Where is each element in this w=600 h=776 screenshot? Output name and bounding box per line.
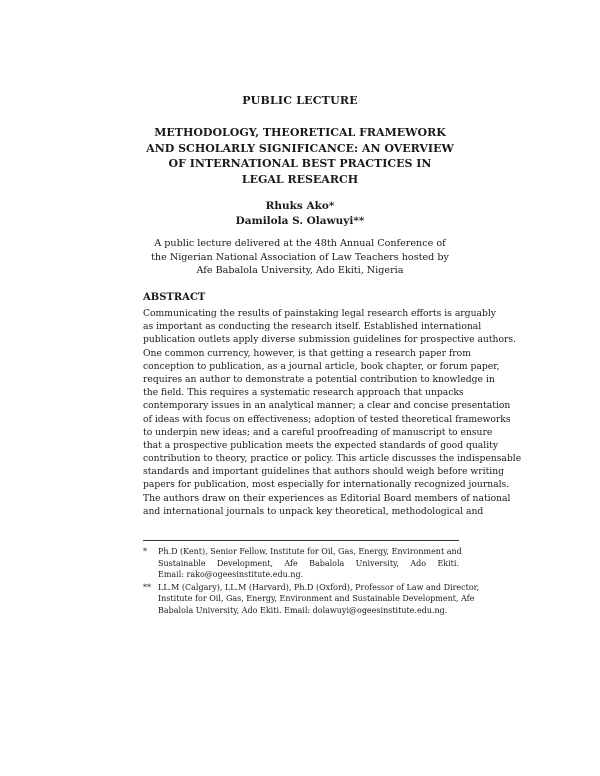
- abstract-line: as important as conducting the research itself. Established international: [143, 321, 482, 333]
- lecture-note-line: Afe Babalola University, Ado Ekiti, Nigeria: [196, 265, 404, 276]
- abstract-line: contribution to theory, practice or policy. This article discusses the indispensable: [143, 453, 522, 465]
- abstract-line: the field. This requires a systematic research approach that unpacks: [143, 387, 464, 399]
- footnote-line: Babalola University, Ado Ekiti. Email: dolawuyi@ogeesinstitute.edu.ng.: [158, 605, 448, 615]
- abstract-body: [143, 307, 522, 518]
- abstract-line: contemporary issues in an analytical manner; a clear and concise presentation: [143, 400, 511, 412]
- title-line: AND SCHOLARLY SIGNIFICANCE: AN OVERVIEW: [146, 141, 454, 155]
- abstract-line: One common currency, however, is that getting a research paper from: [143, 347, 471, 359]
- abstract-line: papers for publication, most especially for internationally recognized journals.: [143, 479, 510, 491]
- abstract-line: The authors draw on their experiences as Editorial Board members of national: [143, 492, 511, 504]
- abstract-line: and international journals to unpack key theoretical, methodological and: [143, 505, 484, 517]
- footnote-divider: [143, 540, 459, 541]
- lecture-note: [130, 237, 470, 278]
- footnote-mark: **: [143, 582, 151, 592]
- lecture-note-line: the Nigerian National Association of Law Teachers hosted by: [151, 251, 449, 263]
- abstract-line: Communicating the results of painstaking legal research efforts is arguably: [143, 308, 496, 319]
- abstract-heading: ABSTRACT: [143, 292, 206, 303]
- author-name: Damilola S. Olawuyi**: [235, 215, 365, 227]
- footnote-line: Institute for Oil, Gas, Energy, Environment and Sustainable Development, Afe: [158, 594, 475, 603]
- abstract-line: publication outlets apply diverse submission guidelines for prospective authors.: [143, 334, 517, 346]
- title-line: OF INTERNATIONAL BEST PRACTICES IN: [168, 157, 432, 170]
- footnote-line: LL.M (Calgary), LL.M (Harvard), Ph.D (Oxford), Professor of Law and Director,: [158, 582, 480, 592]
- footnote: [143, 582, 480, 617]
- footnote-mark: *: [143, 547, 147, 556]
- footnote-line: Sustainable Development, Afe Babalola University, Ado Ekiti.: [158, 558, 459, 568]
- footnotes: [143, 546, 480, 617]
- abstract-line: of ideas with focus on effectiveness; adoption of tested theoretical frameworks: [143, 413, 511, 425]
- author-list: [0, 199, 600, 229]
- title-line: METHODOLOGY, THEORETICAL FRAMEWORK: [154, 126, 446, 139]
- abstract-line: requires an author to demonstrate a potential contribution to knowledge in: [143, 373, 495, 385]
- paper-title: [120, 125, 480, 187]
- section-label: PUBLIC LECTURE: [242, 94, 358, 107]
- footnote: [143, 546, 462, 581]
- footnote-line: Email: rako@ogeesinstitute.edu.ng.: [158, 570, 304, 579]
- abstract-line: that a prospective publication meets the expected standards of good quality: [143, 439, 499, 451]
- title-line: LEGAL RESEARCH: [241, 172, 359, 186]
- abstract-line: standards and important guidelines that authors should weigh before writing: [143, 466, 505, 478]
- author-name: Rhuks Ako*: [265, 200, 335, 212]
- abstract-line: to underpin new ideas; and a careful proofreading of manuscript to ensure: [143, 426, 493, 438]
- footnote-line: Ph.D (Kent), Senior Fellow, Institute for Oil, Gas, Energy, Environment and: [158, 547, 462, 556]
- lecture-note-line: A public lecture delivered at the 48th Annual Conference of: [154, 238, 446, 249]
- abstract-line: conception to publication, as a journal article, book chapter, or forum paper,: [143, 360, 500, 372]
